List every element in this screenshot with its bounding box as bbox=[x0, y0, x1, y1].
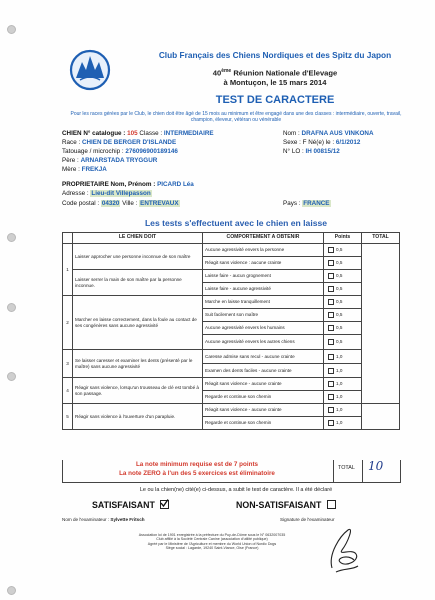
intro-text: Pour les races gérées par le Club, le chien doit être âgé de 15 mois au minimum et être engagé dans une des classes : intermédiaire, ouverte, travail, champion, éleveur, vétéran ou vénérable bbox=[70, 111, 402, 124]
meeting-title: 40ème Réunion Nationale d'Elevage à Montuçon, le 15 mars 2014 bbox=[212, 68, 338, 87]
table-row bbox=[63, 296, 400, 309]
points-cell: 0,5 bbox=[324, 296, 362, 309]
total-label: TOTAL bbox=[338, 465, 355, 471]
score-checkbox[interactable] bbox=[328, 381, 334, 387]
address-line: Adresse : Lieu-dit Villepasson bbox=[62, 190, 151, 197]
owner-line: PROPRIETAIRE Nom, Prénom : PICARD Léa bbox=[62, 181, 194, 188]
behavior-cell: Regarde et continue son chemin bbox=[203, 417, 324, 430]
table-row bbox=[63, 270, 400, 283]
club-logo bbox=[68, 48, 112, 92]
test-description: Réagir sans violence, lorsqu'un trousseau de clé est tombé à son passage. bbox=[73, 378, 203, 404]
catalog-line: CHIEN N° catalogue : 105 Classe : INTERMEDIAIRE bbox=[62, 130, 214, 137]
check-mark-icon bbox=[160, 499, 169, 508]
punch-hole bbox=[7, 303, 16, 312]
non-satisfaisant-checkbox[interactable] bbox=[327, 500, 336, 509]
table-header-row bbox=[63, 233, 400, 244]
points-cell: 1,0 bbox=[324, 391, 362, 404]
score-checkbox[interactable] bbox=[328, 286, 334, 292]
mother-line: Mère : FREKJA bbox=[62, 166, 107, 173]
points-cell: 1,0 bbox=[324, 417, 362, 430]
test-description: Laisser approcher une personne inconnue de son maître bbox=[73, 244, 203, 270]
column-header: Points bbox=[324, 233, 362, 244]
behavior-cell: Examen des dents faciles - aucune crainte bbox=[203, 364, 324, 378]
score-checkbox[interactable] bbox=[328, 420, 334, 426]
points-cell: 0,5 bbox=[324, 322, 362, 335]
behavior-cell: Réagit sans violence : aucune crainte bbox=[203, 257, 324, 270]
table-row bbox=[63, 350, 400, 364]
behavior-cell: Réagit sans violence - aucune crainte bbox=[203, 378, 324, 391]
behavior-cell: Aucune agressivité envers les autres chiens bbox=[203, 335, 324, 350]
points-cell: 1,0 bbox=[324, 364, 362, 378]
satisfaisant-option[interactable]: SATISFAISANT bbox=[92, 500, 169, 510]
column-header: COMPORTEMENT A OBTENIR bbox=[203, 233, 324, 244]
tests-heading: Les tests s'effectuent avec le chien en laisse bbox=[144, 218, 328, 228]
section-number: 3 bbox=[63, 350, 73, 378]
points-cell: 0,5 bbox=[324, 257, 362, 270]
note-minimum: La note minimum requise est de 7 points bbox=[135, 461, 259, 468]
total-column bbox=[362, 404, 400, 430]
dog-name-line: Nom : DRAFNA AUS VINKONA bbox=[283, 130, 374, 137]
score-checkbox[interactable] bbox=[328, 394, 334, 400]
section-number: 4 bbox=[63, 378, 73, 404]
score-checkbox[interactable] bbox=[328, 339, 334, 345]
score-checkbox[interactable] bbox=[328, 273, 334, 279]
footer: Association loi de 1901 enregistrée à la préfecture du Puy-de-Dôme sous le N° 0632007035 Club affilié à la Société Centrale Canine (association d'utilité publique) Agréé par le Ministère de l'Agriculture et membre du World Union of Nordic Dogs Siège social : Lagarde, 19240 Saint-Viance, Oise (France) bbox=[138, 533, 286, 551]
evaluation-table bbox=[62, 232, 400, 430]
points-cell: 0,5 bbox=[324, 309, 362, 322]
points-cell: 0,5 bbox=[324, 283, 362, 296]
test-description: Laisser serrer la main de son maître par la personne inconnue. bbox=[73, 270, 203, 296]
club-name: Club Français des Chiens Nordiques et des Spitz du Japon bbox=[158, 50, 392, 60]
section-number: 5 bbox=[63, 404, 73, 430]
points-cell: 1,0 bbox=[324, 378, 362, 391]
points-cell: 1,0 bbox=[324, 350, 362, 364]
section-number: 2 bbox=[63, 296, 73, 350]
total-value[interactable]: 10 bbox=[368, 459, 384, 473]
signature-label: Signature de l'examinateur bbox=[280, 517, 335, 522]
non-satisfaisant-option[interactable]: NON-SATISFAISANT bbox=[236, 500, 336, 510]
column-header: TOTAL bbox=[362, 233, 400, 244]
behavior-cell: Réagit sans violence - aucune crainte bbox=[203, 404, 324, 417]
breed-line: Race : CHIEN DE BERGER D'ISLANDE bbox=[62, 139, 177, 146]
test-description: Réagir sans violence à l'ouverture d'un parapluie. bbox=[73, 404, 203, 430]
table-row bbox=[63, 404, 400, 417]
points-cell: 1,0 bbox=[324, 404, 362, 417]
total-column bbox=[362, 244, 400, 404]
test-description: Se laisser caresser et examiner les dents (présenté par le maître) sans aucune agressivité bbox=[73, 350, 203, 378]
punch-hole bbox=[7, 372, 16, 381]
punch-hole bbox=[7, 233, 16, 242]
section-number: 1 bbox=[63, 244, 73, 296]
score-checkbox[interactable] bbox=[328, 354, 334, 360]
sex-line: Sexe : F Né(e) le : 6/1/2012 bbox=[283, 139, 361, 146]
score-checkbox[interactable] bbox=[328, 247, 334, 253]
behavior-cell: Laisse faire - aucun grognement bbox=[203, 270, 324, 283]
points-cell: 0,5 bbox=[324, 244, 362, 257]
behavior-cell: Suit facilement son maître bbox=[203, 309, 324, 322]
behavior-cell: Caresse admise sans recul - aucune crainte bbox=[203, 350, 324, 364]
postal-line: Code postal : 04320 Ville : ENTREVAUX bbox=[62, 200, 179, 207]
test-description: Marcher en laisse correctement, dans la foule au contact de ses congénères sans aucune agressivité bbox=[73, 296, 203, 350]
behavior-cell: Aucune agressivité envers la personne bbox=[203, 244, 324, 257]
page-title: TEST DE CARACTERE bbox=[215, 94, 335, 106]
father-line: Père : ARNARSTADA TRYGGUR bbox=[62, 157, 158, 164]
lo-line: N° LO : IH 00815/12 bbox=[283, 148, 340, 155]
table-row bbox=[63, 378, 400, 391]
score-checkbox[interactable] bbox=[328, 260, 334, 266]
score-checkbox[interactable] bbox=[328, 312, 334, 318]
behavior-cell: Laisse faire - aucune agressivité bbox=[203, 283, 324, 296]
score-checkbox[interactable] bbox=[328, 368, 334, 374]
punch-hole bbox=[7, 25, 16, 34]
punch-hole bbox=[7, 586, 16, 595]
score-checkbox[interactable] bbox=[328, 325, 334, 331]
points-cell: 0,5 bbox=[324, 335, 362, 350]
result-statement: Le ou la chien(ne) cité(e) ci-dessus, a subit le test de caractère. Il a été déclaré bbox=[139, 487, 333, 493]
column-header: LE CHIEN DOIT bbox=[73, 233, 203, 244]
tattoo-line: Tatouage / microchip : 276096900189146 bbox=[62, 148, 178, 155]
score-checkbox[interactable] bbox=[328, 299, 334, 305]
note-zero: La note ZERO à l'un des 5 exercices est éliminatoire bbox=[119, 470, 275, 477]
table-row bbox=[63, 244, 400, 257]
behavior-cell: Marche en laisse tranquillement bbox=[203, 296, 324, 309]
num-header bbox=[63, 233, 73, 244]
score-checkbox[interactable] bbox=[328, 407, 334, 413]
country-line: Pays : FRANCE bbox=[283, 200, 330, 207]
behavior-cell: Regarde et continue son chemin bbox=[203, 391, 324, 404]
behavior-cell: Aucune agressivité envers les humains bbox=[203, 322, 324, 335]
examiner-line: Nom de l'examinateur : Sylvette Fritsch bbox=[62, 517, 145, 522]
points-cell: 0,5 bbox=[324, 270, 362, 283]
satisfaisant-checkbox[interactable] bbox=[160, 500, 169, 509]
